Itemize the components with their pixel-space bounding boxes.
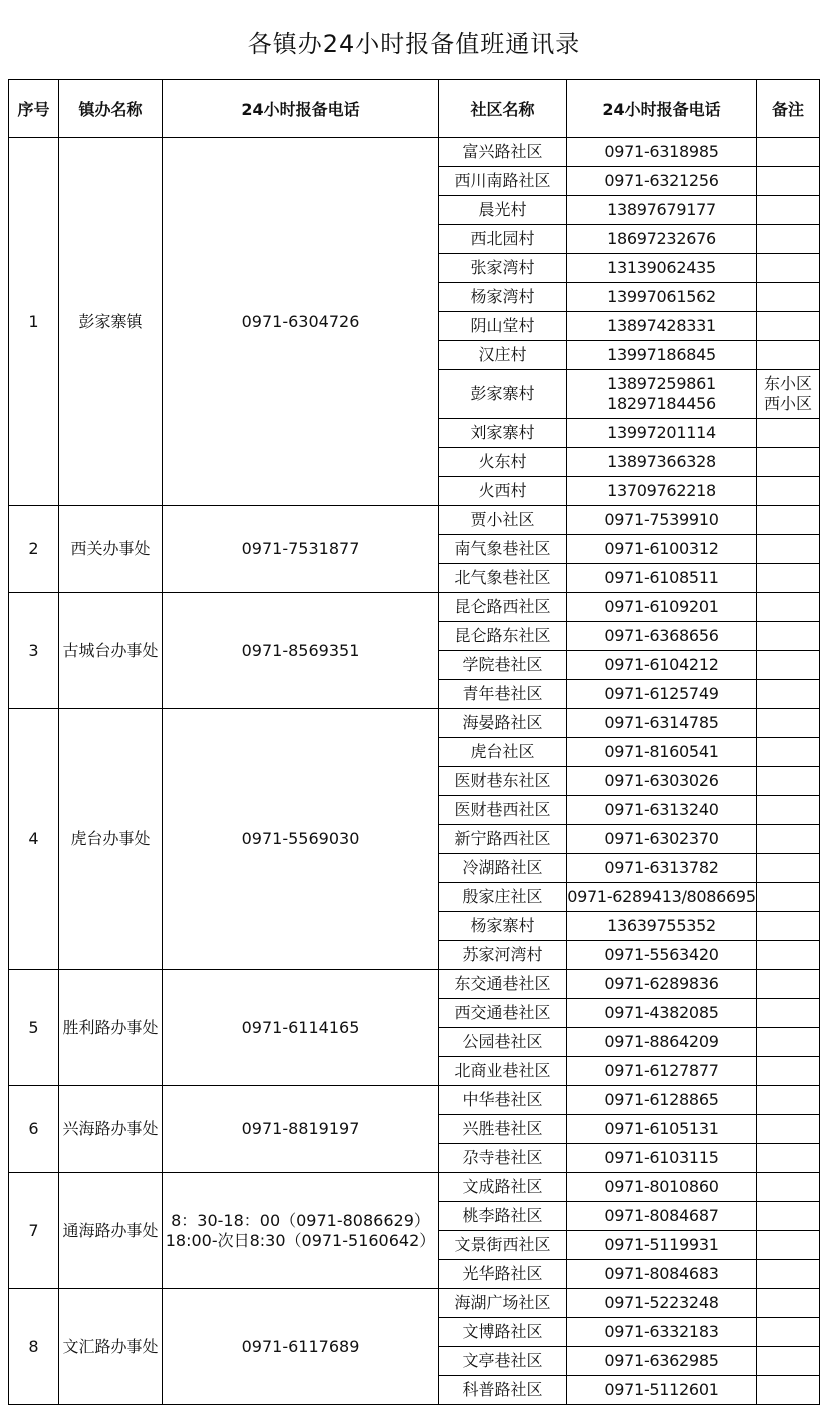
community-name-cell [439, 1318, 567, 1347]
note-cell [757, 941, 820, 970]
community-phone-cell [567, 1144, 757, 1173]
community-name-cell [439, 1057, 567, 1086]
community-name: 中华巷社区 [462, 1090, 543, 1109]
community-phone: 13997061562 [607, 287, 716, 306]
office-no-cell [9, 138, 59, 506]
office-no: 3 [28, 640, 39, 660]
community-phone: 0971-8010860 [604, 1177, 719, 1196]
community-phone-cell [567, 796, 757, 825]
community-phone-cell [567, 593, 757, 622]
community-name-cell [439, 680, 567, 709]
community-phone: 0971-6313240 [604, 800, 719, 819]
community-name-cell [439, 1347, 567, 1376]
community-phone-cell [567, 1086, 757, 1115]
community-name-cell [439, 1260, 567, 1289]
community-name-cell [439, 283, 567, 312]
community-phone-cell [567, 312, 757, 341]
office-phone-cell [163, 1173, 439, 1289]
note-cell [757, 796, 820, 825]
office-no-cell [9, 1289, 59, 1405]
note-cell [757, 535, 820, 564]
note-cell [757, 138, 820, 167]
note-cell [757, 341, 820, 370]
office-phone: 8：30-18：00（0971-8086629） [171, 1210, 430, 1230]
community-phone-cell [567, 1115, 757, 1144]
office-name-cell [59, 970, 163, 1086]
community-name: 公园巷社区 [462, 1032, 543, 1051]
office-no: 8 [28, 1336, 39, 1356]
community-phone-cell [567, 167, 757, 196]
community-name: 桃李路社区 [462, 1206, 543, 1225]
community-phone-cell [567, 1376, 757, 1405]
community-name-cell [439, 1086, 567, 1115]
community-name: 南气象巷社区 [454, 539, 551, 558]
community-phone: 18297184456 [607, 394, 716, 413]
community-name-cell [439, 477, 567, 506]
note-cell [757, 1115, 820, 1144]
office-no: 1 [28, 311, 39, 331]
community-phone-cell [567, 999, 757, 1028]
office-name-cell [59, 138, 163, 506]
note-cell [757, 167, 820, 196]
community-name: 昆仑路东社区 [454, 626, 551, 645]
community-name: 兴胜巷社区 [462, 1119, 543, 1138]
community-name: 张家湾村 [470, 258, 535, 277]
office-phone: 0971-6117689 [241, 1336, 360, 1356]
office-phone: 0971-7531877 [241, 539, 360, 558]
office-phone: 0971-5569030 [241, 829, 360, 848]
community-name: 阴山堂村 [470, 316, 535, 335]
header-office-phone: 24小时报备电话 [163, 80, 439, 138]
community-name-cell [439, 370, 567, 419]
note-text: 东小区 [763, 374, 812, 393]
note-cell [757, 651, 820, 680]
community-name-cell [439, 738, 567, 767]
office-name: 西关办事处 [70, 539, 151, 558]
community-phone: 0971-6314785 [604, 713, 719, 732]
office-phone: 0971-8819197 [241, 1119, 360, 1138]
community-phone: 0971-7539910 [604, 510, 719, 529]
community-name-cell [439, 419, 567, 448]
note-cell [757, 912, 820, 941]
community-name: 科普路社区 [462, 1380, 543, 1399]
header-community-phone: 24小时报备电话 [567, 80, 757, 138]
community-phone: 0971-6105131 [604, 1119, 719, 1138]
note-cell [757, 419, 820, 448]
note-cell [757, 883, 820, 912]
community-name-cell [439, 709, 567, 738]
community-name: 海湖广场社区 [454, 1293, 551, 1312]
community-name-cell [439, 1231, 567, 1260]
note-cell [757, 1318, 820, 1347]
community-name: 苏家河湾村 [462, 945, 543, 964]
community-name-cell [439, 448, 567, 477]
community-name: 晨光村 [478, 200, 527, 219]
office-name: 古城台办事处 [62, 640, 159, 660]
community-phone-cell [567, 941, 757, 970]
community-phone: 0971-6321256 [604, 171, 719, 190]
community-phone: 13897366328 [607, 452, 716, 471]
office-phone-cell [163, 709, 439, 970]
community-phone: 0971-6127877 [604, 1061, 719, 1080]
community-phone: 0971-8084683 [604, 1264, 719, 1283]
note-cell [757, 593, 820, 622]
office-name-cell [59, 709, 163, 970]
community-phone-cell [567, 370, 757, 419]
note-cell [757, 709, 820, 738]
note-cell [757, 225, 820, 254]
community-phone: 0971-6302370 [604, 829, 719, 848]
office-phone: 0971-6304726 [241, 311, 360, 331]
community-name: 殷家庄社区 [462, 887, 543, 906]
community-phone-cell [567, 477, 757, 506]
community-phone: 0971-6332183 [604, 1322, 719, 1341]
community-name-cell [439, 254, 567, 283]
note-cell [757, 1260, 820, 1289]
community-phone: 0971-6108511 [604, 568, 719, 587]
community-phone-cell [567, 419, 757, 448]
office-name-cell [59, 506, 163, 593]
community-phone: 0971-6362985 [604, 1351, 719, 1370]
table-row [9, 138, 820, 167]
community-name: 杨家寨村 [470, 916, 535, 935]
office-no-cell [9, 970, 59, 1086]
note-cell [757, 1086, 820, 1115]
community-name: 尕寺巷社区 [462, 1148, 543, 1167]
office-name: 胜利路办事处 [62, 1017, 159, 1037]
community-name-cell [439, 970, 567, 999]
community-name: 北商业巷社区 [454, 1061, 551, 1080]
table-row [9, 593, 820, 622]
community-name: 北气象巷社区 [454, 568, 551, 587]
office-name: 文汇路办事处 [62, 1336, 159, 1356]
community-phone-cell [567, 883, 757, 912]
community-phone-cell [567, 1231, 757, 1260]
note-cell [757, 1347, 820, 1376]
office-phone: 0971-8569351 [241, 640, 360, 660]
community-name: 西交通巷社区 [454, 1003, 551, 1022]
office-phone-cell [163, 970, 439, 1086]
note-cell [757, 370, 820, 419]
community-phone: 0971-6100312 [604, 539, 719, 558]
community-phone-cell [567, 651, 757, 680]
community-name-cell [439, 1202, 567, 1231]
community-name: 西北园村 [470, 229, 535, 248]
community-name: 贾小社区 [470, 510, 535, 529]
community-phone-cell [567, 535, 757, 564]
office-name: 通海路办事处 [62, 1220, 159, 1240]
table-body [9, 138, 820, 1405]
community-name: 西川南路社区 [454, 171, 551, 190]
note-cell [757, 767, 820, 796]
office-no: 2 [28, 539, 39, 558]
note-cell [757, 738, 820, 767]
header-community-name: 社区名称 [439, 80, 567, 138]
office-name-cell [59, 593, 163, 709]
community-phone-cell [567, 1347, 757, 1376]
community-name: 彭家寨村 [470, 384, 535, 403]
community-name: 海晏路社区 [462, 713, 543, 732]
community-phone: 13897679177 [607, 200, 716, 219]
community-name-cell [439, 506, 567, 535]
community-phone: 0971-6303026 [604, 771, 719, 790]
office-no: 4 [28, 829, 39, 848]
community-name: 青年巷社区 [462, 684, 543, 703]
community-phone-cell [567, 1173, 757, 1202]
community-phone-cell [567, 1318, 757, 1347]
community-name: 学院巷社区 [462, 655, 543, 674]
community-phone: 13897428331 [607, 316, 716, 335]
note-cell [757, 622, 820, 651]
community-phone-cell [567, 1028, 757, 1057]
community-phone-cell [567, 1057, 757, 1086]
community-phone: 0971-8160541 [604, 742, 719, 761]
office-no: 5 [28, 1017, 39, 1037]
community-phone: 0971-6318985 [604, 142, 719, 161]
community-name-cell [439, 651, 567, 680]
office-no-cell [9, 1173, 59, 1289]
duty-contact-table [8, 79, 820, 1405]
note-cell [757, 1289, 820, 1318]
community-phone-cell [567, 564, 757, 593]
community-phone: 0971-4382085 [604, 1003, 719, 1022]
community-name-cell [439, 622, 567, 651]
community-name: 文亭巷社区 [462, 1351, 543, 1370]
note-cell [757, 564, 820, 593]
note-cell [757, 477, 820, 506]
note-cell [757, 506, 820, 535]
community-name-cell [439, 138, 567, 167]
community-name: 文成路社区 [462, 1177, 543, 1196]
note-cell [757, 825, 820, 854]
community-name-cell [439, 225, 567, 254]
community-phone: 0971-8864209 [604, 1032, 719, 1051]
community-name: 文景街西社区 [454, 1235, 551, 1254]
community-phone-cell [567, 138, 757, 167]
community-phone: 0971-6128865 [604, 1090, 719, 1109]
community-phone: 13139062435 [607, 258, 716, 277]
note-text: 西小区 [763, 394, 812, 413]
office-phone-cell [163, 593, 439, 709]
community-phone: 0971-6289413/8086695 [567, 887, 756, 906]
office-name-cell [59, 1086, 163, 1173]
community-name: 冷湖路社区 [462, 858, 543, 877]
community-name-cell [439, 1028, 567, 1057]
community-phone-cell [567, 970, 757, 999]
community-phone: 0971-6109201 [604, 597, 719, 616]
office-phone: 18:00-次日8:30（0971-5160642） [165, 1230, 436, 1250]
office-phone-cell [163, 1086, 439, 1173]
community-phone: 13897259861 [607, 374, 716, 393]
community-phone-cell [567, 854, 757, 883]
community-phone-cell [567, 1202, 757, 1231]
office-name: 虎台办事处 [70, 829, 151, 848]
page-title: 各镇办24小时报备值班通讯录 [247, 30, 581, 58]
office-phone: 0971-6114165 [241, 1017, 360, 1037]
community-name: 刘家寨村 [470, 423, 535, 442]
community-name-cell [439, 854, 567, 883]
office-name-cell [59, 1289, 163, 1405]
community-phone-cell [567, 1260, 757, 1289]
community-phone-cell [567, 341, 757, 370]
office-phone-cell [163, 138, 439, 506]
community-phone-cell [567, 622, 757, 651]
office-no-cell [9, 1086, 59, 1173]
header-note: 备注 [757, 80, 820, 138]
note-cell [757, 1202, 820, 1231]
community-name: 东交通巷社区 [454, 974, 551, 993]
community-name-cell [439, 1115, 567, 1144]
community-name: 文博路社区 [462, 1322, 543, 1341]
community-phone-cell [567, 196, 757, 225]
community-name-cell [439, 196, 567, 225]
community-name-cell [439, 1376, 567, 1405]
community-name-cell [439, 999, 567, 1028]
community-phone: 0971-5223248 [604, 1293, 719, 1312]
note-cell [757, 283, 820, 312]
community-name: 虎台社区 [470, 742, 535, 761]
office-no-cell [9, 506, 59, 593]
community-phone: 0971-6289836 [604, 974, 719, 993]
community-phone-cell [567, 825, 757, 854]
community-phone-cell [567, 680, 757, 709]
note-cell [757, 196, 820, 225]
note-cell [757, 970, 820, 999]
community-phone: 0971-6103115 [604, 1148, 719, 1167]
community-phone: 0971-5112601 [604, 1380, 719, 1399]
office-no-cell [9, 709, 59, 970]
community-name-cell [439, 167, 567, 196]
community-phone: 0971-6104212 [604, 655, 719, 674]
office-no: 7 [28, 1220, 39, 1240]
community-phone: 0971-6368656 [604, 626, 719, 645]
table-row [9, 506, 820, 535]
office-name: 兴海路办事处 [62, 1119, 159, 1138]
note-cell [757, 680, 820, 709]
community-phone-cell [567, 709, 757, 738]
community-phone: 18697232676 [607, 229, 716, 248]
note-cell [757, 854, 820, 883]
note-cell [757, 448, 820, 477]
note-cell [757, 312, 820, 341]
community-phone: 13997201114 [607, 423, 716, 442]
office-phone-cell [163, 1289, 439, 1405]
community-phone: 0971-8084687 [604, 1206, 719, 1225]
community-phone-cell [567, 506, 757, 535]
office-phone-cell [163, 506, 439, 593]
office-no: 6 [28, 1119, 39, 1138]
note-cell [757, 254, 820, 283]
community-name: 火东村 [478, 452, 527, 471]
note-cell [757, 999, 820, 1028]
community-name: 新宁路西社区 [454, 829, 551, 848]
community-phone-cell [567, 767, 757, 796]
community-phone-cell [567, 448, 757, 477]
community-name-cell [439, 1144, 567, 1173]
table-row [9, 1173, 820, 1202]
community-phone: 0971-6313782 [604, 858, 719, 877]
community-name: 光华路社区 [462, 1264, 543, 1283]
note-cell [757, 1173, 820, 1202]
community-name: 昆仑路西社区 [454, 597, 551, 616]
community-name-cell [439, 341, 567, 370]
community-phone: 13997186845 [607, 345, 716, 364]
community-phone-cell [567, 254, 757, 283]
community-phone: 0971-5563420 [604, 945, 719, 964]
table-row [9, 1086, 820, 1115]
community-phone-cell [567, 738, 757, 767]
community-phone-cell [567, 912, 757, 941]
table-row [9, 1289, 820, 1318]
community-name-cell [439, 796, 567, 825]
note-cell [757, 1376, 820, 1405]
community-name: 火西村 [478, 481, 527, 500]
community-name-cell [439, 535, 567, 564]
community-phone-cell [567, 225, 757, 254]
community-name: 富兴路社区 [462, 142, 543, 161]
community-phone: 0971-5119931 [604, 1235, 719, 1254]
community-name-cell [439, 593, 567, 622]
community-name-cell [439, 1173, 567, 1202]
community-phone: 13709762218 [607, 481, 716, 500]
note-cell [757, 1028, 820, 1057]
table-header-row [9, 80, 820, 138]
office-name-cell [59, 1173, 163, 1289]
community-name: 医财巷西社区 [454, 800, 551, 819]
community-name-cell [439, 883, 567, 912]
note-cell [757, 1231, 820, 1260]
community-name-cell [439, 941, 567, 970]
community-phone: 13639755352 [607, 916, 716, 935]
community-phone-cell [567, 1289, 757, 1318]
note-cell [757, 1057, 820, 1086]
office-name: 彭家寨镇 [78, 311, 143, 331]
table-row [9, 970, 820, 999]
community-phone-cell [567, 283, 757, 312]
community-name: 杨家湾村 [470, 287, 535, 306]
community-name-cell [439, 564, 567, 593]
community-name-cell [439, 825, 567, 854]
community-name-cell [439, 312, 567, 341]
community-name-cell [439, 912, 567, 941]
header-no: 序号 [9, 80, 59, 138]
community-name: 医财巷东社区 [454, 771, 551, 790]
community-name: 汉庄村 [478, 345, 527, 364]
table-row [9, 709, 820, 738]
community-name-cell [439, 1289, 567, 1318]
community-name-cell [439, 767, 567, 796]
office-no-cell [9, 593, 59, 709]
header-office-name: 镇办名称 [59, 80, 163, 138]
note-cell [757, 1144, 820, 1173]
community-phone: 0971-6125749 [604, 684, 719, 703]
